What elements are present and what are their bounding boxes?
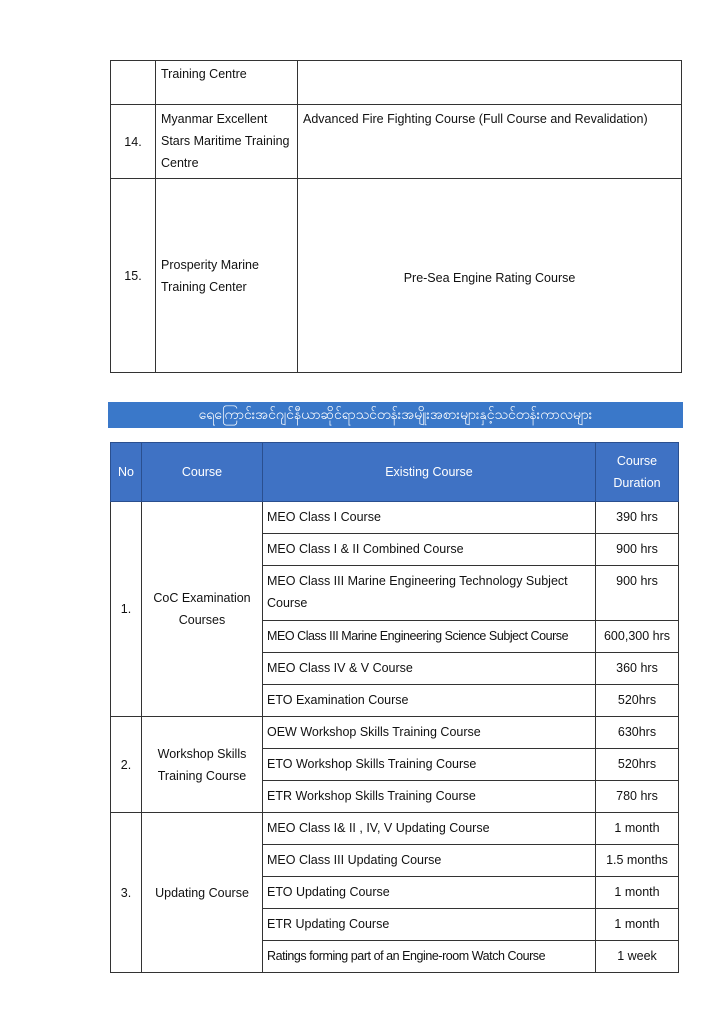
group-category: Workshop Skills Training Course xyxy=(142,717,263,813)
course-duration: 360 hrs xyxy=(596,653,679,685)
table-row xyxy=(111,502,679,534)
course-duration: 600,300 hrs xyxy=(596,621,679,653)
course-name: MEO Class I Course xyxy=(263,502,596,534)
course-name: MEO Class I & II Combined Course xyxy=(263,534,596,566)
centre-name: Myanmar Excellent Stars Maritime Training Centre xyxy=(156,105,298,179)
course-duration: 1 week xyxy=(596,941,679,973)
group-number: 3. xyxy=(111,813,142,973)
course-duration: 520hrs xyxy=(596,749,679,781)
course-duration: 390 hrs xyxy=(596,502,679,534)
table-row xyxy=(111,105,682,179)
course-name: ETO Examination Course xyxy=(263,685,596,717)
course-name: Ratings forming part of an Engine-room Watch Course xyxy=(263,941,596,973)
group-category: CoC Examination Courses xyxy=(142,502,263,717)
course-name: ETO Workshop Skills Training Course xyxy=(263,749,596,781)
section-banner: ရေကြောင်းအင်ဂျင်နီယာဆိုင်ရာသင်တန်းအမျိုးအစားများနှင့်သင်တန်းကာလများ xyxy=(108,402,683,428)
centre-name: Training Centre xyxy=(156,61,298,105)
course-duration: 1 month xyxy=(596,909,679,941)
course-name: MEO Class III Marine Engineering Science Subject Course xyxy=(263,621,596,653)
row-number xyxy=(111,61,156,105)
training-centre-table xyxy=(110,60,682,373)
course-duration: 900 hrs xyxy=(596,534,679,566)
course-name: ETR Workshop Skills Training Course xyxy=(263,781,596,813)
table-row xyxy=(111,717,679,749)
course-duration: 1 month xyxy=(596,877,679,909)
row-number: 14. xyxy=(111,105,156,179)
table-row xyxy=(111,61,682,105)
course-duration-table xyxy=(110,442,679,973)
course-duration: 520hrs xyxy=(596,685,679,717)
course-name: ETR Updating Course xyxy=(263,909,596,941)
table-row xyxy=(111,813,679,845)
header-no: No xyxy=(111,443,142,502)
header-course: Course xyxy=(142,443,263,502)
course-name: MEO Class III Marine Engineering Technology Subject Course xyxy=(263,566,596,621)
course-name: MEO Class IV & V Course xyxy=(263,653,596,685)
course-name: MEO Class I& II , IV, V Updating Course xyxy=(263,813,596,845)
row-number: 15. xyxy=(111,179,156,373)
course-duration: 900 hrs xyxy=(596,566,679,621)
course-duration: 630hrs xyxy=(596,717,679,749)
centre-courses: Advanced Fire Fighting Course (Full Course and Revalidation) xyxy=(298,105,682,179)
table-row xyxy=(111,179,682,373)
course-duration: 1 month xyxy=(596,813,679,845)
centre-courses xyxy=(298,61,682,105)
course-name: MEO Class III Updating Course xyxy=(263,845,596,877)
group-category: Updating Course xyxy=(142,813,263,973)
group-number: 1. xyxy=(111,502,142,717)
group-number: 2. xyxy=(111,717,142,813)
centre-courses: Pre-Sea Engine Rating Course xyxy=(298,179,682,373)
header-existing-course: Existing Course xyxy=(263,443,596,502)
centre-name: Prosperity Marine Training Center xyxy=(156,179,298,373)
header-course-duration: Course Duration xyxy=(596,443,679,502)
course-name: OEW Workshop Skills Training Course xyxy=(263,717,596,749)
course-duration: 780 hrs xyxy=(596,781,679,813)
course-duration: 1.5 months xyxy=(596,845,679,877)
course-name: ETO Updating Course xyxy=(263,877,596,909)
table-header-row xyxy=(111,443,679,502)
